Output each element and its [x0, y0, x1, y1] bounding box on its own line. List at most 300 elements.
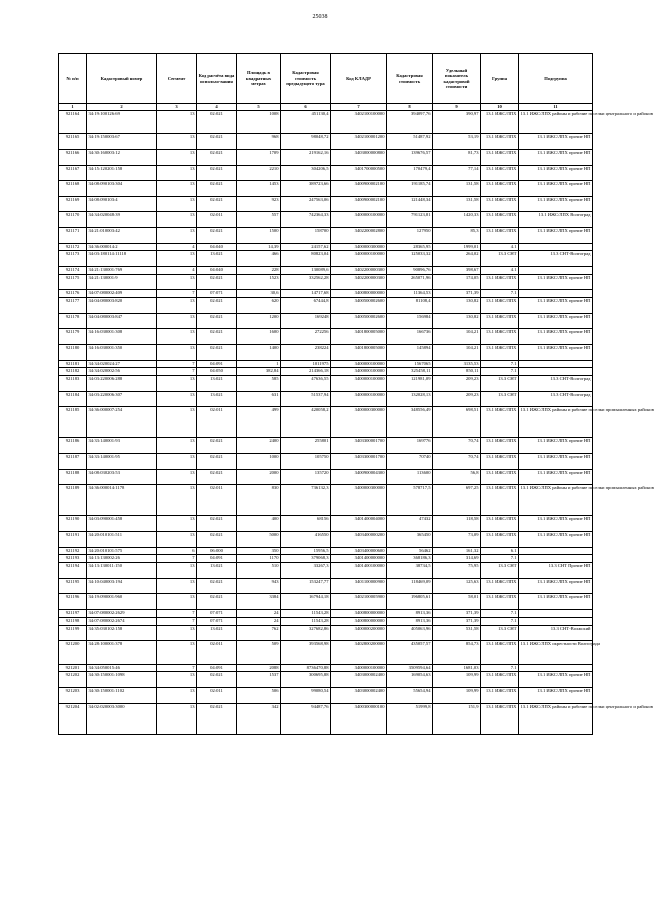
row-index-cell: 921203: [59, 687, 87, 703]
segment-cell: 13: [157, 641, 197, 664]
table-row: [59, 391, 593, 407]
subgroup-cell: [519, 290, 593, 298]
table-row: [59, 641, 593, 664]
table-row: [59, 703, 593, 734]
kladr-code-cell: 3403300001700: [331, 438, 387, 454]
area-cell: 228: [237, 266, 281, 274]
subgroup-cell: 13.1 ИЖС/ЛПХ прочие НП: [519, 227, 593, 243]
specific-index-cell: 81,73: [433, 149, 481, 165]
group-cell: 13.3 СНТ: [481, 251, 519, 267]
cadastral-cost-cell: 90896,76: [387, 266, 433, 274]
row-index-cell: 921169: [59, 196, 87, 212]
subgroup-cell: 13.1 ИЖС/ЛПХ районы и рабочие поселки промышленных районов: [519, 485, 593, 516]
kladr-code-cell: 3400800000000: [331, 610, 387, 618]
table-row: [59, 687, 593, 703]
kladr-code-cell: 3401100000900: [331, 578, 387, 594]
subgroup-cell: 13.1 ИЖС/ЛПХ прочие НП: [519, 469, 593, 485]
prev-cost-cell: 451130,4: [281, 111, 331, 134]
subgroup-cell: 13.1 ИЖС/ЛПХ прочие НП: [519, 516, 593, 532]
subgroup-cell: 13.1 ИЖС/ЛПХ районы и рабочие поселки центрального и районов: [519, 703, 593, 734]
prev-cost-cell: 99080,54: [281, 687, 331, 703]
kladr-code-cell: 3403000002400: [331, 687, 387, 703]
table-row: [59, 625, 593, 641]
row-index-cell: 921196: [59, 594, 87, 610]
column-number: 4: [197, 104, 237, 111]
group-cell: 13.3 СНТ: [481, 391, 519, 407]
use-code-cell: 04:091: [197, 664, 237, 672]
use-code-cell: 02:021: [197, 594, 237, 610]
segment-cell: 13: [157, 165, 197, 181]
area-cell: 1500: [237, 227, 281, 243]
table-row: [59, 212, 593, 228]
subgroup-cell: [519, 368, 593, 376]
specific-index-cell: 174,05: [433, 274, 481, 290]
group-cell: 13.1 ИЖС/ЛПХ: [481, 274, 519, 290]
prev-cost-cell: 742364,33: [281, 212, 331, 228]
group-cell: 7.1: [481, 610, 519, 618]
use-code-cell: 07:071: [197, 610, 237, 618]
row-index-cell: 921170: [59, 212, 87, 228]
cadastral-cost-cell: 8913,36: [387, 610, 433, 618]
table-row: [59, 298, 593, 314]
use-code-cell: 13:021: [197, 376, 237, 392]
use-code-cell: 02:021: [197, 274, 237, 290]
kladr-code-cell: 3400500002600: [331, 298, 387, 314]
subgroup-cell: 13.1 ИЖС/ЛПХ прочие НП: [519, 149, 593, 165]
kladr-code-cell: 3403400000600: [331, 547, 387, 555]
cadastral-cost-cell: 3509594,64: [387, 664, 433, 672]
row-index-cell: 921189: [59, 485, 87, 516]
area-cell: 1200: [237, 313, 281, 329]
table-row: [59, 368, 593, 376]
segment-cell: 7: [157, 555, 197, 563]
cadastral-number-cell: 34:30:160003:12: [87, 149, 157, 165]
group-cell: 13.1 ИЖС/ЛПХ: [481, 149, 519, 165]
use-code-cell: 02:021: [197, 111, 237, 134]
area-cell: 1170: [237, 555, 281, 563]
cadastral-cost-cell: 1567065: [387, 360, 433, 368]
row-index-cell: 921183: [59, 376, 87, 392]
segment-cell: 13: [157, 134, 197, 150]
table-row: [59, 227, 593, 243]
area-cell: 1600: [237, 329, 281, 345]
kladr-code-cell: 3400000200000: [331, 625, 387, 641]
column-number: 7: [331, 104, 387, 111]
kladr-code-cell: 3400000100000: [331, 212, 387, 228]
group-cell: 13.1 ИЖС/ЛПХ: [481, 672, 519, 688]
subgroup-cell: [519, 555, 593, 563]
cadastral-cost-cell: 265071,96: [387, 274, 433, 290]
group-cell: 7.1: [481, 290, 519, 298]
col-header-segment: Сегмент: [157, 54, 197, 104]
column-number: 2: [87, 104, 157, 111]
area-cell: 5000: [237, 532, 281, 548]
prev-cost-cell: 47636,55: [281, 376, 331, 392]
column-number: 5: [237, 104, 281, 111]
prev-cost-cell: 169248: [281, 313, 331, 329]
prev-cost-cell: 247563,06: [281, 196, 331, 212]
cadastral-cost-cell: 368186,3: [387, 555, 433, 563]
col-header-index: № п/п: [59, 54, 87, 104]
area-cell: 400: [237, 516, 281, 532]
table-row: [59, 563, 593, 579]
kladr-code-cell: 3400000100000: [331, 368, 387, 376]
row-index-cell: 921186: [59, 438, 87, 454]
group-cell: 13.1 ИЖС/ЛПХ: [481, 134, 519, 150]
specific-index-cell: 161,32: [433, 547, 481, 555]
cadastral-number-cell: 34:21:010003:42: [87, 227, 157, 243]
subgroup-cell: 13.1 ИЖС/ЛПХ прочие НП: [519, 196, 593, 212]
kladr-code-cell: 3400800000000: [331, 617, 387, 625]
area-cell: 509: [237, 641, 281, 664]
subgroup-cell: 13.1 ИЖС/ЛПХ прочие НП: [519, 344, 593, 360]
cadastral-cost-cell: 394097,76: [387, 111, 433, 134]
row-index-cell: 921182: [59, 368, 87, 376]
subgroup-cell: [519, 617, 593, 625]
kladr-code-cell: 3402100001200: [331, 134, 387, 150]
table-row: [59, 243, 593, 251]
group-cell: 7.1: [481, 368, 519, 376]
specific-index-cell: 371,39: [433, 610, 481, 618]
cadastral-number-cell: 34:19:100126:69: [87, 111, 157, 134]
page-number: 25038: [312, 14, 328, 20]
row-index-cell: 921180: [59, 344, 87, 360]
row-index-cell: 921175: [59, 274, 87, 290]
prev-cost-cell: 80823,04: [281, 251, 331, 267]
cadastral-number-cell: 34:13:130011:150: [87, 563, 157, 579]
kladr-code-cell: 3400900002100: [331, 181, 387, 197]
column-number: 9: [433, 104, 481, 111]
prev-cost-cell: 8736470,88: [281, 664, 331, 672]
col-header-use-code: Код расчёта вида использо-вания: [197, 54, 237, 104]
table-row: [59, 617, 593, 625]
area-cell: 350: [237, 547, 281, 555]
area-cell: 2400: [237, 438, 281, 454]
table-row: [59, 111, 593, 134]
area-cell: 382,84: [237, 368, 281, 376]
subgroup-cell: 13.1 ИЖС/ЛПХ Волгоград: [519, 212, 593, 228]
row-index-cell: 921179: [59, 329, 87, 345]
cadastral-number-cell: 34:36:000007:254: [87, 407, 157, 438]
prev-cost-cell: 214366,18: [281, 368, 331, 376]
area-cell: 943: [237, 578, 281, 594]
table-row: [59, 407, 593, 438]
col-header-cadastral-number: Кадастровый номер: [87, 54, 157, 104]
use-code-cell: 07:071: [197, 617, 237, 625]
use-code-cell: 02:021: [197, 196, 237, 212]
area-cell: 499: [237, 407, 281, 438]
table-row: [59, 313, 593, 329]
cadastral-number-cell: 34:13:130002:26: [87, 555, 157, 563]
area-cell: 2088: [237, 664, 281, 672]
specific-index-cell: 398,67: [433, 266, 481, 274]
area-cell: 2000: [237, 469, 281, 485]
specific-index-cell: 3135,53: [433, 360, 481, 368]
cadastral-cost-cell: 121448,34: [387, 196, 433, 212]
specific-index-cell: 1420,33: [433, 212, 481, 228]
row-index-cell: 921174: [59, 266, 87, 274]
group-cell: 13.1 ИЖС/ЛПХ: [481, 578, 519, 594]
row-index-cell: 921197: [59, 610, 87, 618]
kladr-code-cell: 3402200000300: [331, 266, 387, 274]
prev-cost-cell: 420058,2: [281, 407, 331, 438]
area-cell: 1400: [237, 344, 281, 360]
row-index-cell: 921192: [59, 547, 87, 555]
group-cell: 13.1 ИЖС/ЛПХ: [481, 516, 519, 532]
specific-index-cell: 850,11: [433, 368, 481, 376]
cadastral-number-cell: 34:07:080002:2674: [87, 617, 157, 625]
column-number: 1: [59, 104, 87, 111]
segment-cell: 13: [157, 703, 197, 734]
specific-index-cell: 698,51: [433, 407, 481, 438]
cadastral-cost-cell: 56462: [387, 547, 433, 555]
specific-index-cell: 209,23: [433, 376, 481, 392]
cadastral-cost-cell: 166736: [387, 329, 433, 345]
use-code-cell: 02:011: [197, 212, 237, 228]
kladr-code-cell: 3400000300000: [331, 485, 387, 516]
kladr-code-cell: 3401700000500: [331, 165, 387, 181]
column-number: 10: [481, 104, 519, 111]
cadastral-number-cell: 34:28:100001:378: [87, 641, 157, 664]
segment-cell: 13: [157, 251, 197, 267]
specific-index-cell: 125,63: [433, 578, 481, 594]
specific-index-cell: 371,39: [433, 617, 481, 625]
segment-cell: 4: [157, 266, 197, 274]
row-index-cell: 921190: [59, 516, 87, 532]
area-cell: 830: [237, 485, 281, 516]
prev-cost-cell: 24157,62: [281, 243, 331, 251]
subgroup-cell: 13.1 ИЖС/ЛПХ прочие НП: [519, 687, 593, 703]
use-code-cell: 02:011: [197, 407, 237, 438]
row-index-cell: 921198: [59, 617, 87, 625]
table-row: [59, 251, 593, 267]
use-code-cell: 04:040: [197, 266, 237, 274]
prev-cost-cell: 15956,5: [281, 547, 331, 555]
column-number: 8: [387, 104, 433, 111]
area-cell: 1: [237, 360, 281, 368]
kladr-code-cell: 3402100005900: [331, 594, 387, 610]
kladr-code-cell: 3400900002100: [331, 196, 387, 212]
use-code-cell: 02:021: [197, 454, 237, 470]
table-row: [59, 134, 593, 150]
prev-cost-cell: 167944,18: [281, 594, 331, 610]
subgroup-cell: [519, 266, 593, 274]
specific-index-cell: 58,01: [433, 594, 481, 610]
row-index-cell: 921194: [59, 563, 87, 579]
specific-index-cell: 75,95: [433, 563, 481, 579]
cadastral-cost-cell: 169054,63: [387, 672, 433, 688]
prev-cost-cell: 389723,66: [281, 181, 331, 197]
table-row: [59, 594, 593, 610]
area-cell: 24: [237, 610, 281, 618]
segment-cell: 13: [157, 391, 197, 407]
table-row: [59, 149, 593, 165]
subgroup-cell: 13.3 СНТ-Волгоград: [519, 391, 593, 407]
specific-index-cell: 264,02: [433, 251, 481, 267]
prev-cost-cell: 67444,8: [281, 298, 331, 314]
use-code-cell: 02:021: [197, 298, 237, 314]
table-row: [59, 469, 593, 485]
use-code-cell: 02:011: [197, 641, 237, 664]
specific-index-cell: 109,99: [433, 687, 481, 703]
specific-index-cell: 56,8: [433, 469, 481, 485]
cadastral-cost-cell: 196805,61: [387, 594, 433, 610]
cadastral-cost-cell: 156984: [387, 313, 433, 329]
table-row: [59, 547, 593, 555]
use-code-cell: 02:021: [197, 438, 237, 454]
table-row: [59, 555, 593, 563]
area-cell: 2210: [237, 165, 281, 181]
cadastral-number-cell: 34:03:220006:307: [87, 391, 157, 407]
subgroup-cell: 13.1 ИЖС/ЛПХ прочие НП: [519, 532, 593, 548]
area-cell: 557: [237, 212, 281, 228]
cadastral-number-cell: 34:34:020002:56: [87, 368, 157, 376]
cadastral-number-cell: 34:08:030203:53: [87, 469, 157, 485]
group-cell: 13.3 СНТ: [481, 563, 519, 579]
prev-cost-cell: 393568,98: [281, 641, 331, 664]
kladr-code-cell: 3403400000200: [331, 532, 387, 548]
subgroup-cell: [519, 360, 593, 368]
cadastral-number-cell: 34:07:080002:409: [87, 290, 157, 298]
area-cell: 1537: [237, 672, 281, 688]
row-index-cell: 921165: [59, 134, 87, 150]
kladr-code-cell: 3402100100000: [331, 111, 387, 134]
cadastral-cost-cell: 11364,53: [387, 290, 433, 298]
segment-cell: 7: [157, 360, 197, 368]
use-code-cell: 02:021: [197, 181, 237, 197]
use-code-cell: 02:021: [197, 149, 237, 165]
segment-cell: 13: [157, 181, 197, 197]
specific-index-cell: 130,82: [433, 298, 481, 314]
cadastral-cost-cell: 121981,09: [387, 376, 433, 392]
cadastral-number-cell: 34:35:030102:158: [87, 625, 157, 641]
subgroup-cell: 13.1 ИЖС/ЛПХ прочие НП: [519, 329, 593, 345]
col-header-cost: Кадастровая стоимость: [387, 54, 433, 104]
subgroup-cell: 13.1 ИЖС/ЛПХ прочие НП: [519, 298, 593, 314]
subgroup-cell: 13.1 ИЖС/ЛПХ районы и рабочие поселки центрального и районов: [519, 111, 593, 134]
specific-index-cell: 209,23: [433, 391, 481, 407]
cadastral-cost-cell: 118469,09: [387, 578, 433, 594]
group-cell: 13.1 ИЖС/ЛПХ: [481, 687, 519, 703]
prev-cost-cell: 33267,3: [281, 563, 331, 579]
use-code-cell: 07:071: [197, 290, 237, 298]
cadastral-number-cell: 34:33:140001:93: [87, 438, 157, 454]
segment-cell: 13: [157, 344, 197, 360]
specific-index-cell: 371,39: [433, 290, 481, 298]
specific-index-cell: 1999,01: [433, 243, 481, 251]
kladr-code-cell: 3403300001700: [331, 454, 387, 470]
col-header-group: Группа: [481, 54, 519, 104]
use-code-cell: 13:021: [197, 625, 237, 641]
segment-cell: 13: [157, 454, 197, 470]
kladr-code-cell: 3400000100000: [331, 251, 387, 267]
kladr-code-cell: 3400000100000: [331, 391, 387, 407]
kladr-code-cell: 3401400000000: [331, 555, 387, 563]
table-row: [59, 266, 593, 274]
use-code-cell: 04:091: [197, 555, 237, 563]
row-index-cell: 921185: [59, 407, 87, 438]
use-code-cell: 02:011: [197, 485, 237, 516]
group-cell: 13.1 ИЖС/ЛПХ: [481, 111, 519, 134]
use-code-cell: 02:021: [197, 165, 237, 181]
group-cell: 7.1: [481, 617, 519, 625]
cadastral-number-cell: 34:20:010101:575: [87, 547, 157, 555]
table-row: [59, 165, 593, 181]
specific-index-cell: 131,58: [433, 196, 481, 212]
row-index-cell: 921177: [59, 298, 87, 314]
specific-index-cell: 70,74: [433, 438, 481, 454]
specific-index-cell: 104,21: [433, 344, 481, 360]
cadastral-cost-cell: 8913,36: [387, 617, 433, 625]
specific-index-cell: 109,99: [433, 672, 481, 688]
use-code-cell: 06:000: [197, 547, 237, 555]
cadastral-number-cell: 34:03:090001:458: [87, 516, 157, 532]
segment-cell: 7: [157, 610, 197, 618]
prev-cost-cell: 272256: [281, 329, 331, 345]
use-code-cell: 02:021: [197, 227, 237, 243]
prev-cost-cell: 11543,28: [281, 617, 331, 625]
group-cell: 13.1 ИЖС/ЛПХ: [481, 313, 519, 329]
table-row: [59, 610, 593, 618]
group-cell: 13.1 ИЖС/ЛПХ: [481, 165, 519, 181]
subgroup-cell: 13.1 ИЖС/ЛПХ окрестности Волгограда: [519, 641, 593, 664]
row-index-cell: 921193: [59, 555, 87, 563]
group-cell: 13.1 ИЖС/ЛПХ: [481, 594, 519, 610]
cadastral-cost-cell: 348556,49: [387, 407, 433, 438]
segment-cell: 13: [157, 227, 197, 243]
row-index-cell: 921202: [59, 672, 87, 688]
subgroup-cell: [519, 610, 593, 618]
kladr-code-cell: 3400000300000: [331, 243, 387, 251]
kladr-code-cell: 3400500002600: [331, 313, 387, 329]
kladr-code-cell: 3400000100000: [331, 360, 387, 368]
group-cell: 13.1 ИЖС/ЛПХ: [481, 454, 519, 470]
group-cell: 13.1 ИЖС/ЛПХ: [481, 181, 519, 197]
subgroup-cell: 13.3 СНТ Прочие НП: [519, 563, 593, 579]
group-cell: 7.1: [481, 555, 519, 563]
row-index-cell: 921171: [59, 227, 87, 243]
prev-cost-cell: 98048,72: [281, 134, 331, 150]
area-cell: 14,39: [237, 243, 281, 251]
area-cell: 506: [237, 687, 281, 703]
table-row: [59, 196, 593, 212]
segment-cell: 13: [157, 687, 197, 703]
prev-cost-cell: 51537,94: [281, 391, 331, 407]
group-cell: 13.1 ИЖС/ЛПХ: [481, 641, 519, 664]
subgroup-cell: [519, 547, 593, 555]
segment-cell: 13: [157, 625, 197, 641]
row-index-cell: 921178: [59, 313, 87, 329]
prev-cost-cell: 11543,28: [281, 610, 331, 618]
kladr-code-cell: 3401400004000: [331, 516, 387, 532]
cadastral-number-cell: 34:08:090103:4: [87, 196, 157, 212]
group-cell: 13.1 ИЖС/ЛПХ: [481, 196, 519, 212]
row-index-cell: 921181: [59, 360, 87, 368]
row-index-cell: 921187: [59, 454, 87, 470]
specific-index-cell: 697,25: [433, 485, 481, 516]
cadastral-number-cell: 34:10:040003:194: [87, 578, 157, 594]
specific-index-cell: 73,09: [433, 532, 481, 548]
cadastral-cost-cell: 51999,8: [387, 703, 433, 734]
use-code-cell: 13:021: [197, 563, 237, 579]
use-code-cell: 13:021: [197, 391, 237, 407]
group-cell: 13.1 ИЖС/ЛПХ: [481, 329, 519, 345]
cadastral-cost-cell: 435057,57: [387, 641, 433, 664]
row-index-cell: 921188: [59, 469, 87, 485]
segment-cell: 13: [157, 111, 197, 134]
area-cell: 620: [237, 298, 281, 314]
col-header-specific-index: Удельный показатель кадастровой стоимости: [433, 54, 481, 104]
